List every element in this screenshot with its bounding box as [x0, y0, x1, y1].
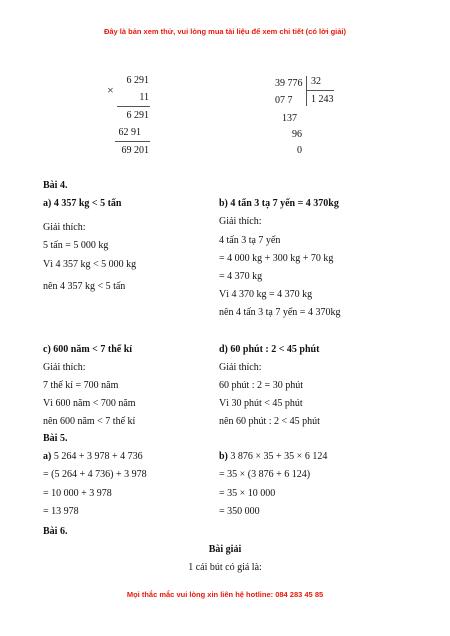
bai5-b-line: = 350 000 — [219, 506, 260, 517]
bai4-a-line: 5 tấn = 5 000 kg — [43, 240, 109, 251]
bai4-c-line: Vì 600 năm < 700 năm — [43, 398, 136, 409]
bai4-d-line: Vì 30 phút < 45 phút — [219, 398, 303, 409]
bai5-a-line: = 13 978 — [43, 506, 79, 517]
bai6-line: 1 cái bút có giá là: — [188, 562, 262, 573]
bai6-solution-title: Bài giải — [208, 544, 242, 555]
bai4-a-line: nên 4 357 kg < 5 tấn — [43, 281, 126, 292]
multiply-line-2 — [115, 141, 150, 142]
bai4-c-head: c) 600 năm < 7 thế kỉ — [43, 344, 133, 355]
multiply-sign: × — [107, 83, 114, 97]
header-banner: Đây là bản xem thử, vui lòng mua tài liệu để xem chi tiết (có lời giải) — [103, 27, 347, 36]
bai5-a-line: 5 264 + 3 978 + 4 736 — [53, 451, 143, 462]
multiplicand: 6 291 — [126, 75, 149, 86]
bai4-title: Bài 4. — [43, 180, 68, 191]
bai4-d-line: 60 phút : 2 = 30 phút — [219, 380, 303, 391]
bai5-a-label: a) — [43, 451, 52, 462]
bai5-b-label: b) — [219, 451, 228, 462]
division-bar — [306, 76, 307, 106]
partial-product-2: 62 91 — [118, 127, 141, 138]
bai4-a-head: a) 4 357 kg < 5 tấn — [43, 198, 122, 209]
quotient: 1 243 — [311, 94, 334, 105]
bai5-title: Bài 5. — [43, 433, 68, 444]
bai4-b-line: nên 4 tấn 3 tạ 7 yến = 4 370kg — [219, 307, 341, 318]
bai5-b-line: 3 876 × 35 + 35 × 6 124 — [230, 451, 328, 462]
bai4-b-head: b) 4 tấn 3 tạ 7 yến = 4 370kg — [219, 198, 339, 209]
bai4-a-line: Giải thích: — [43, 222, 86, 233]
product: 69 201 — [121, 145, 149, 156]
bai4-d-line: nên 60 phút : 2 < 45 phút — [219, 416, 320, 427]
bai5-b-first-line — [219, 451, 327, 462]
bai4-b-line: 4 tấn 3 tạ 7 yến — [219, 235, 281, 246]
bai5-a-line: = 10 000 + 3 978 — [43, 488, 112, 499]
multiply-line-1 — [117, 106, 150, 107]
footer-banner: Mọi thắc mắc vui lòng xin liên hệ hotline: 084 283 45 85 — [126, 590, 324, 599]
dividend: 39 776 — [275, 78, 303, 89]
divisor: 32 — [311, 76, 321, 87]
bai4-b-line: Giải thích: — [219, 216, 262, 227]
division-step-3: 96 — [292, 129, 302, 140]
bai4-c-line: Giải thích: — [43, 362, 86, 373]
bai4-a-line: Vì 4 357 kg < 5 000 kg — [43, 259, 137, 270]
bai4-c-line: 7 thế kỉ = 700 năm — [43, 380, 119, 391]
bai5-b-line: = 35 × 10 000 — [219, 488, 276, 499]
bai5-b-line: = 35 × (3 876 + 6 124) — [219, 469, 311, 480]
division-step-1: 07 7 — [275, 95, 293, 106]
partial-product-1: 6 291 — [126, 110, 149, 121]
division-remainder: 0 — [297, 145, 302, 156]
bai4-d-line: Giải thích: — [219, 362, 262, 373]
bai4-b-line: = 4 370 kg — [219, 271, 263, 282]
bai4-b-line: Vì 4 370 kg = 4 370 kg — [219, 289, 313, 300]
divisor-line — [306, 90, 334, 91]
bai5-a-line: = (5 264 + 4 736) + 3 978 — [43, 469, 147, 480]
bai4-c-line: nên 600 năm < 7 thế kỉ — [43, 416, 136, 427]
division-step-2: 137 — [282, 113, 297, 124]
bai4-d-head: d) 60 phút : 2 < 45 phút — [219, 344, 320, 355]
bai6-title: Bài 6. — [43, 526, 68, 537]
bai5-a-first-line — [43, 451, 143, 462]
bai4-b-line: = 4 000 kg + 300 kg + 70 kg — [219, 253, 334, 264]
multiplier: 11 — [139, 92, 149, 103]
